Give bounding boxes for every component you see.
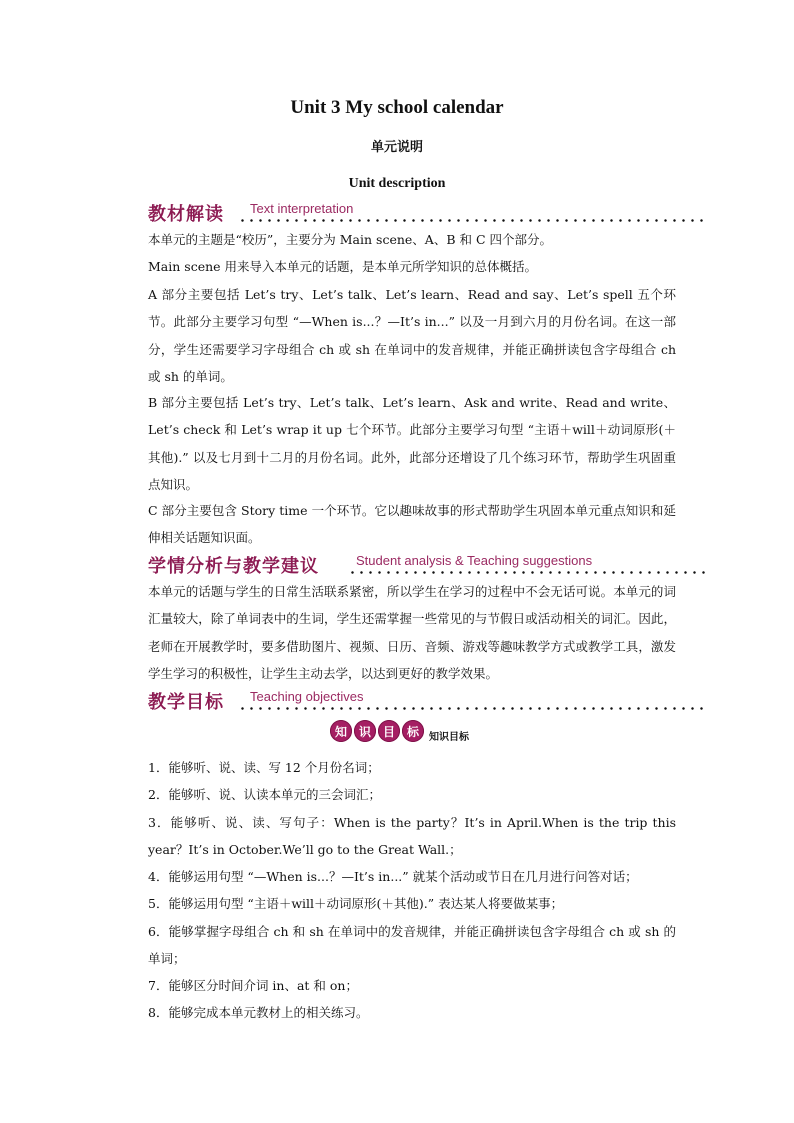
text-paragraph: B 部分主要包括 Let’s try、Let’s talk、Let’s learn、Ask and write、Read and write、Let’s check 和 Let’s wrap it up 七个环节。此部分主要学习句型 “主语＋will＋动词原形(＋其他).” 以及七月到十二月的月份名词。此外，此部分还增设了几个练习环节，帮助学生巩固重点知识。 <box>148 395 676 492</box>
objective-item: 2．能够听、说、认读本单元的三会词汇； <box>148 787 381 802</box>
section-header-student-analysis <box>148 548 708 578</box>
student-paragraph: 本单元的话题与学生的日常生活联系紧密，所以学生在学习的过程中不会无话可说。本单元的词汇量较大，除了单词表中的生词，学生还需掌握一些常见的与节假日或活动相关的词汇。因此，老师在开展教学时，要多借助图片、视频、日历、音频、游戏等趣味教学方式或教学工具，激发学生学习的积极性，让学生主动去学，以达到更好的教学效果。 <box>148 584 676 681</box>
unit-title: Unit 3 My school calendar <box>290 97 504 118</box>
objective-item: 1．能够听、说、读、写 12 个月份名词； <box>148 760 380 775</box>
badge-char: 识 <box>354 720 376 742</box>
text-paragraph: 本单元的主题是“校历”，主要分为 Main scene、A、B 和 C 四个部分。 <box>148 232 552 247</box>
badge-small-label: 知识目标 <box>429 731 469 743</box>
objective-item: 8．能够完成本单元教材上的相关练习。 <box>148 1005 369 1020</box>
section-title-en: Text interpretation <box>250 201 354 216</box>
dotted-divider <box>238 707 708 710</box>
unit-subtitle: 单元说明 <box>370 140 423 155</box>
objective-item: 3．能够听、说、读、写句子：When is the party？It’s in April.When is the trip this year？It’s in October.We’ll go to the Great Wall.； <box>148 815 676 858</box>
objective-item: 5．能够运用句型 “主语＋will＋动词原形(＋其他).” 表达某人将要做某事； <box>148 896 564 911</box>
section-title-zh: 教学目标 <box>148 692 224 713</box>
text-paragraph: A 部分主要包括 Let’s try、Let’s talk、Let’s learn、Read and say、Let’s spell 五个环节。此部分主要学习句型 “—When is...？—It’s in...” 以及一月到六月的月份名词。在这一部分，学生还需要学习字母组合 ch 或 sh 在单词中的发音规律，并能正确拼读包含字母组合 ch 或 sh 的单词。 <box>148 287 676 384</box>
unit-subtitle-en: Unit description <box>348 176 446 191</box>
section-header-teaching-objectives <box>148 684 708 714</box>
knowledge-objectives-badge <box>330 719 469 743</box>
objective-item: 4．能够运用句型 “—When is...？—It’s in...” 就某个活动或节日在几月进行问答对话； <box>148 869 638 884</box>
badge-char: 标 <box>402 720 424 742</box>
badge-char: 知 <box>330 720 352 742</box>
objective-item: 7．能够区分时间介词 in、at 和 on； <box>148 978 358 993</box>
dotted-divider <box>238 219 708 222</box>
dotted-divider <box>348 571 708 574</box>
section-title-zh: 教材解读 <box>148 204 224 225</box>
badge-char: 目 <box>378 720 400 742</box>
section-title-zh: 学情分析与教学建议 <box>148 556 319 577</box>
section-header-text-interpretation <box>148 196 708 226</box>
section-title-en: Teaching objectives <box>250 689 364 704</box>
text-paragraph: C 部分主要包含 Story time 一个环节。它以趣味故事的形式帮助学生巩固本单元重点知识和延伸相关话题知识面。 <box>148 503 676 546</box>
objective-item: 6．能够掌握字母组合 ch 和 sh 在单词中的发音规律，并能正确拼读包含字母组合 ch 或 sh 的单词； <box>148 924 676 967</box>
section-title-en: Student analysis & Teaching suggestions <box>356 553 593 568</box>
text-paragraph: Main scene 用来导入本单元的话题，是本单元所学知识的总体概括。 <box>148 259 538 274</box>
